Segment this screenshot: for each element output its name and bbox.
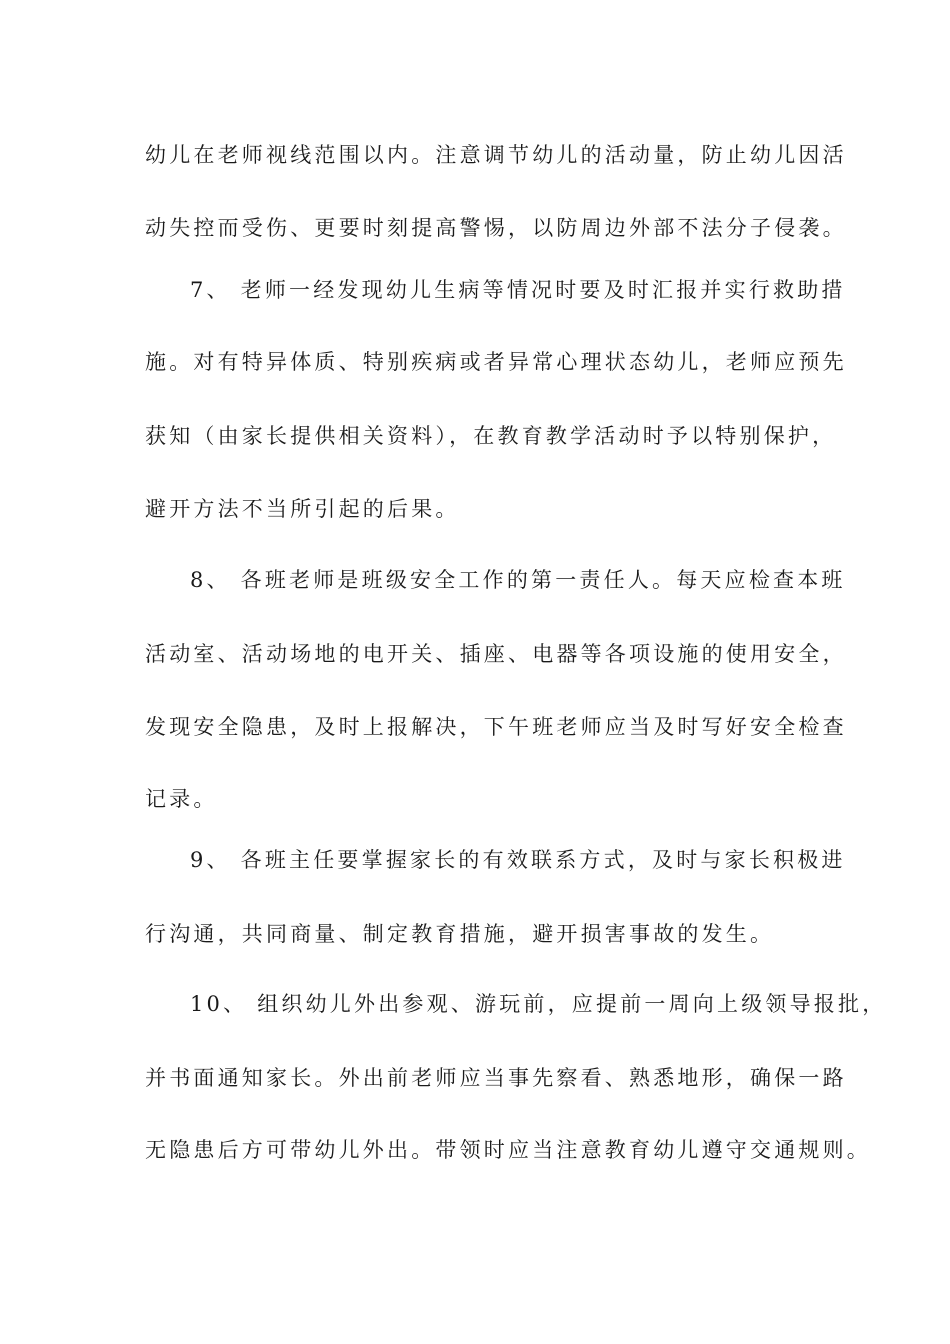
item-8-line: 8、 各班老师是班级安全工作的第一责任人。每天应检查本班 — [190, 568, 846, 592]
item-7-line: 7、 老师一经发现幼儿生病等情况时要及时汇报并实行救助措 — [190, 278, 846, 302]
text-line: 记录。 — [145, 787, 218, 811]
text-line: 动失控而受伤、更要时刻提高警惕，以防周边外部不法分子侵袭。 — [145, 216, 847, 240]
text-line: 活动室、活动场地的电开关、插座、电器等各项设施的使用安全， — [145, 642, 847, 666]
text-line: 幼儿在老师视线范围以内。注意调节幼儿的活动量，防止幼儿因活 — [145, 143, 847, 167]
text-line: 无隐患后方可带幼儿外出。带领时应当注意教育幼儿遵守交通规则。 — [145, 1138, 871, 1162]
text-line: 发现安全隐患，及时上报解决，下午班老师应当及时写好安全检查 — [145, 715, 847, 739]
text-line: 行沟通，共同商量、制定教育措施，避开损害事故的发生。 — [145, 922, 775, 946]
text-line: 施。对有特异体质、特别疾病或者异常心理状态幼儿，老师应预先 — [145, 350, 847, 374]
text-line: 并书面通知家长。外出前老师应当事先察看、熟悉地形，确保一路 — [145, 1066, 847, 1090]
item-10-line: 10、 组织幼儿外出参观、游玩前，应提前一周向上级领导报批， — [190, 992, 887, 1016]
text-line: 获知（由家长提供相关资料），在教育教学活动时予以特别保护， — [145, 424, 837, 448]
item-9-line: 9、 各班主任要掌握家长的有效联系方式，及时与家长积极进 — [190, 848, 846, 872]
text-line: 避开方法不当所引起的后果。 — [145, 497, 460, 521]
